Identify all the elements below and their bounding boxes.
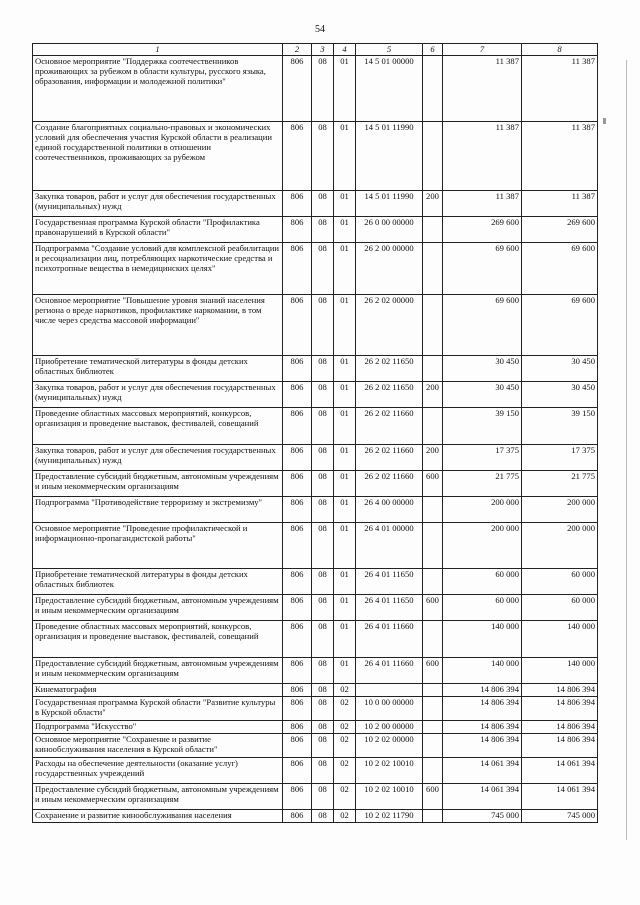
col-2-cell: 806 [283,784,312,810]
col-6-cell: 600 [423,471,443,497]
col-6-cell [423,569,443,595]
col-3-cell: 08 [312,408,334,445]
col-6-cell: 200 [423,445,443,471]
col-7-amount: 60 000 [443,595,522,621]
col-3-cell: 08 [312,697,334,721]
col-5-cell: 26 2 02 11650 [356,382,423,408]
col-6-cell [423,122,443,191]
header-row [33,44,598,56]
col-2-cell: 806 [283,684,312,697]
col-8-amount: 14 806 394 [522,684,598,697]
col-5-cell: 26 2 02 00000 [356,295,423,356]
row-name: Расходы на обеспечение деятельности (оказание услуг) государственных учреждений [33,758,283,784]
col-6-cell [423,356,443,382]
col-6-cell: 200 [423,382,443,408]
col-4-cell: 02 [334,758,356,784]
table-row [33,684,598,697]
col-2-cell: 806 [283,595,312,621]
col-4-cell: 01 [334,595,356,621]
row-name: Проведение областных массовых мероприятий, конкурсов, организация и проведение выставок, фестивалей, совещаний [33,621,283,658]
col-7-amount: 14 806 394 [443,684,522,697]
table-row [33,382,598,408]
col-7-amount: 14 806 394 [443,697,522,721]
row-name: Кинематография [33,684,283,697]
scan-edge-mark [603,118,606,124]
col-3-cell: 08 [312,191,334,217]
col-4-cell: 01 [334,243,356,295]
table-row [33,471,598,497]
col-5-cell: 10 0 00 00000 [356,697,423,721]
col-6-cell [423,217,443,243]
table-row [33,658,598,684]
col-6-cell: 600 [423,784,443,810]
col-5-cell: 14 5 01 00000 [356,56,423,122]
row-name: Основное мероприятие "Проведение профилактической и информационно-пропагандистской работы" [33,523,283,569]
col-8-amount: 69 600 [522,295,598,356]
column-header: 2 [283,44,312,56]
col-8-amount: 14 806 394 [522,721,598,734]
col-7-amount: 30 450 [443,356,522,382]
column-header: 1 [33,44,283,56]
col-7-amount: 14 061 394 [443,758,522,784]
page-number: 54 [315,24,325,35]
col-8-amount: 11 387 [522,122,598,191]
table-row [33,497,598,523]
col-6-cell [423,758,443,784]
col-3-cell: 08 [312,382,334,408]
col-5-cell: 10 2 02 11790 [356,810,423,823]
col-4-cell: 02 [334,810,356,823]
col-4-cell: 01 [334,382,356,408]
col-6-cell [423,734,443,758]
col-4-cell: 01 [334,445,356,471]
col-2-cell: 806 [283,445,312,471]
col-5-cell: 26 4 01 11660 [356,621,423,658]
row-name: Предоставление субсидий бюджетным, автономным учреждениям и иным некоммерческим организациям [33,595,283,621]
column-header: 3 [312,44,334,56]
col-3-cell: 08 [312,784,334,810]
col-7-amount: 14 806 394 [443,734,522,758]
col-3-cell: 08 [312,758,334,784]
col-7-amount: 200 000 [443,497,522,523]
col-2-cell: 806 [283,382,312,408]
col-2-cell: 806 [283,569,312,595]
col-5-cell: 26 4 01 11660 [356,658,423,684]
row-name: Подпрограмма "Создание условий для комплексной реабилитации и ресоциализации лиц, потребляющих наркотические средства и психотропные вещества в немедицинских целях" [33,243,283,295]
col-4-cell: 01 [334,356,356,382]
col-2-cell: 806 [283,356,312,382]
table-row [33,569,598,595]
col-3-cell: 08 [312,356,334,382]
col-5-cell: 14 5 01 11990 [356,191,423,217]
col-7-amount: 69 600 [443,295,522,356]
row-name: Проведение областных массовых мероприятий, конкурсов, организация и проведение выставок, фестивалей, совещаний [33,408,283,445]
col-8-amount: 14 806 394 [522,734,598,758]
col-2-cell: 806 [283,56,312,122]
col-7-amount: 269 600 [443,217,522,243]
col-5-cell: 26 4 00 00000 [356,497,423,523]
col-8-amount: 14 806 394 [522,697,598,721]
col-7-amount: 11 387 [443,191,522,217]
col-7-amount: 14 061 394 [443,784,522,810]
row-name: Приобретение тематической литературы в фонды детских областных библиотек [33,356,283,382]
col-5-cell: 26 4 01 11650 [356,595,423,621]
col-4-cell: 01 [334,523,356,569]
col-4-cell: 02 [334,784,356,810]
col-6-cell: 200 [423,191,443,217]
col-2-cell: 806 [283,191,312,217]
col-5-cell: 10 2 00 00000 [356,721,423,734]
col-7-amount: 21 775 [443,471,522,497]
col-8-amount: 140 000 [522,658,598,684]
col-3-cell: 08 [312,445,334,471]
row-name: Закупка товаров, работ и услуг для обеспечения государственных (муниципальных) нужд [33,191,283,217]
col-3-cell: 08 [312,621,334,658]
col-7-amount: 17 375 [443,445,522,471]
row-name: Приобретение тематической литературы в фонды детских областных библиотек [33,569,283,595]
col-8-amount: 21 775 [522,471,598,497]
col-8-amount: 140 000 [522,621,598,658]
col-3-cell: 08 [312,243,334,295]
col-6-cell [423,684,443,697]
col-4-cell: 02 [334,721,356,734]
row-name: Предоставление субсидий бюджетным, автономным учреждениям и иным некоммерческим организациям [33,658,283,684]
col-7-amount: 60 000 [443,569,522,595]
col-8-amount: 200 000 [522,523,598,569]
col-3-cell: 08 [312,721,334,734]
col-6-cell [423,810,443,823]
scan-edge-mark [626,60,627,840]
col-5-cell: 26 4 01 00000 [356,523,423,569]
col-5-cell: 14 5 01 11990 [356,122,423,191]
col-8-amount: 745 000 [522,810,598,823]
col-2-cell: 806 [283,523,312,569]
table-row [33,191,598,217]
col-4-cell: 02 [334,697,356,721]
column-header: 8 [522,44,598,56]
col-6-cell [423,56,443,122]
col-3-cell: 08 [312,734,334,758]
column-header: 7 [443,44,522,56]
row-name: Основное мероприятие "Повышение уровня знаний населения региона о вреде наркотиков, профилактике наркомании, в том числе через средства массовой информации" [33,295,283,356]
col-3-cell: 08 [312,56,334,122]
col-6-cell [423,408,443,445]
col-3-cell: 08 [312,295,334,356]
col-2-cell: 806 [283,697,312,721]
col-5-cell: 26 2 02 11660 [356,408,423,445]
col-4-cell: 02 [334,684,356,697]
col-8-amount: 39 150 [522,408,598,445]
col-6-cell [423,697,443,721]
row-name: Создание благоприятных социально-правовых и экономических условий для обеспечения участия Курской области в реализации единой государственной политики в отношении соотечественников, проживающих за рубежом [33,122,283,191]
col-5-cell: 26 2 00 00000 [356,243,423,295]
table-row [33,621,598,658]
table-row [33,243,598,295]
table-row [33,122,598,191]
row-name: Предоставление субсидий бюджетным, автономным учреждениям и иным некоммерческим организациям [33,471,283,497]
col-5-cell: 10 2 02 00000 [356,734,423,758]
col-2-cell: 806 [283,471,312,497]
table-row [33,595,598,621]
col-4-cell: 01 [334,122,356,191]
col-7-amount: 11 387 [443,122,522,191]
col-8-amount: 269 600 [522,217,598,243]
col-6-cell [423,523,443,569]
table-row [33,56,598,122]
col-6-cell: 600 [423,658,443,684]
col-4-cell: 01 [334,295,356,356]
row-name: Основное мероприятие "Сохранение и развитие кинообслуживания населения в Курской области" [33,734,283,758]
row-name: Закупка товаров, работ и услуг для обеспечения государственных (муниципальных) нужд [33,382,283,408]
col-3-cell: 08 [312,684,334,697]
col-7-amount: 11 387 [443,56,522,122]
col-4-cell: 01 [334,658,356,684]
col-2-cell: 806 [283,295,312,356]
col-8-amount: 60 000 [522,569,598,595]
col-6-cell [423,497,443,523]
col-6-cell: 600 [423,595,443,621]
col-4-cell: 01 [334,471,356,497]
col-2-cell: 806 [283,217,312,243]
col-4-cell: 01 [334,497,356,523]
col-5-cell: 10 2 02 10010 [356,758,423,784]
col-5-cell [356,684,423,697]
table-row [33,784,598,810]
row-name: Предоставление субсидий бюджетным, автономным учреждениям и иным некоммерческим организациям [33,784,283,810]
table-row [33,295,598,356]
table-row [33,356,598,382]
col-3-cell: 08 [312,217,334,243]
col-2-cell: 806 [283,658,312,684]
col-2-cell: 806 [283,721,312,734]
col-2-cell: 806 [283,734,312,758]
col-7-amount: 140 000 [443,658,522,684]
col-2-cell: 806 [283,408,312,445]
col-3-cell: 08 [312,810,334,823]
row-name: Подпрограмма "Противодействие терроризму и экстремизму" [33,497,283,523]
col-2-cell: 806 [283,122,312,191]
table-row [33,734,598,758]
row-name: Основное мероприятие "Поддержка соотечественников проживающих за рубежом в области культуры, русского языка, образования, информации и молодежной политики" [33,56,283,122]
col-7-amount: 14 806 394 [443,721,522,734]
col-4-cell: 01 [334,621,356,658]
col-5-cell: 10 2 02 10010 [356,784,423,810]
col-4-cell: 01 [334,217,356,243]
col-3-cell: 08 [312,658,334,684]
table-row [33,721,598,734]
budget-table [32,43,598,823]
col-5-cell: 26 2 02 11660 [356,471,423,497]
col-8-amount: 60 000 [522,595,598,621]
col-3-cell: 08 [312,523,334,569]
table-row [33,810,598,823]
col-3-cell: 08 [312,122,334,191]
table-row [33,758,598,784]
col-3-cell: 08 [312,497,334,523]
col-8-amount: 11 387 [522,191,598,217]
col-2-cell: 806 [283,810,312,823]
col-2-cell: 806 [283,243,312,295]
col-2-cell: 806 [283,497,312,523]
col-8-amount: 14 061 394 [522,758,598,784]
col-3-cell: 08 [312,595,334,621]
table-row [33,408,598,445]
row-name: Государственная программа Курской области "Развитие культуры в Курской области" [33,697,283,721]
table-row [33,697,598,721]
row-name: Государственная программа Курской области "Профилактика правонарушений в Курской области" [33,217,283,243]
col-6-cell [423,295,443,356]
col-7-amount: 140 000 [443,621,522,658]
col-5-cell: 26 2 02 11660 [356,445,423,471]
col-4-cell: 02 [334,734,356,758]
table-row [33,523,598,569]
column-header: 5 [356,44,423,56]
col-8-amount: 30 450 [522,356,598,382]
column-header: 4 [334,44,356,56]
row-name: Закупка товаров, работ и услуг для обеспечения государственных (муниципальных) нужд [33,445,283,471]
col-7-amount: 745 000 [443,810,522,823]
col-6-cell [423,721,443,734]
col-5-cell: 26 2 02 11650 [356,356,423,382]
col-7-amount: 200 000 [443,523,522,569]
col-3-cell: 08 [312,471,334,497]
row-name: Сохранение и развитие кинообслуживания населения [33,810,283,823]
col-7-amount: 39 150 [443,408,522,445]
col-6-cell [423,243,443,295]
col-5-cell: 26 0 00 00000 [356,217,423,243]
col-6-cell [423,621,443,658]
col-8-amount: 11 387 [522,56,598,122]
table-row [33,445,598,471]
col-4-cell: 01 [334,56,356,122]
col-7-amount: 69 600 [443,243,522,295]
col-8-amount: 200 000 [522,497,598,523]
col-5-cell: 26 4 01 11650 [356,569,423,595]
col-2-cell: 806 [283,621,312,658]
row-name: Подпрограмма "Искусство" [33,721,283,734]
col-2-cell: 806 [283,758,312,784]
col-4-cell: 01 [334,408,356,445]
col-3-cell: 08 [312,569,334,595]
col-8-amount: 69 600 [522,243,598,295]
column-header: 6 [423,44,443,56]
col-8-amount: 17 375 [522,445,598,471]
col-4-cell: 01 [334,191,356,217]
col-8-amount: 14 061 394 [522,784,598,810]
col-4-cell: 01 [334,569,356,595]
col-7-amount: 30 450 [443,382,522,408]
table-body [33,56,598,823]
table-row [33,217,598,243]
col-8-amount: 30 450 [522,382,598,408]
